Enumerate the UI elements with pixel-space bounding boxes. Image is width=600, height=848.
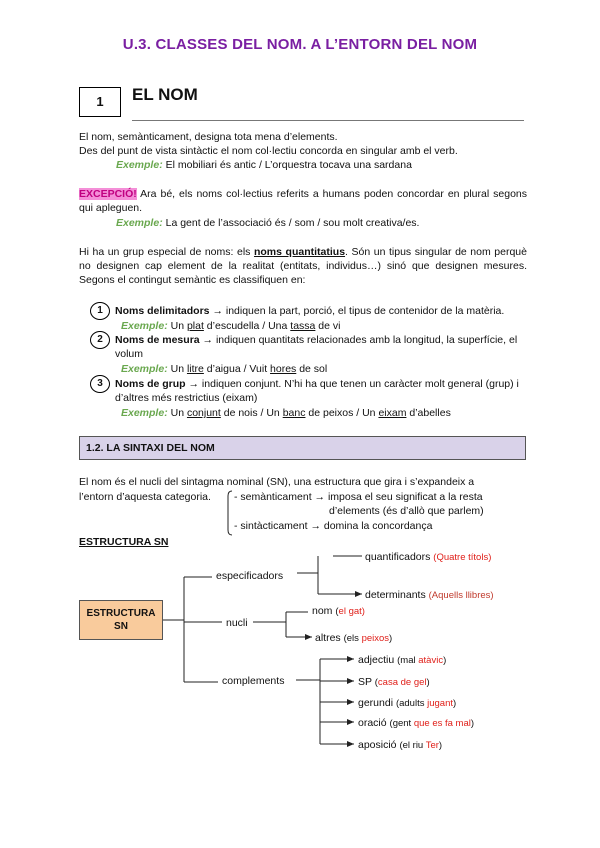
ex-part: ) (443, 655, 447, 666)
ex-part: el (338, 606, 346, 617)
exception-text: Ara bé, els noms col·lectius referits a humans poden concordar en plural segons qui apleguen. (79, 188, 527, 214)
ex-underlined: conjunt (186, 407, 221, 419)
ex-part: ) (453, 698, 457, 709)
ex-part: ) (389, 633, 393, 644)
node-label: aposició (358, 739, 397, 751)
ex-part: que es fa mal (413, 718, 471, 729)
arrow-head (347, 741, 354, 747)
item-term: Noms de mesura (115, 334, 200, 346)
arrow-head (305, 634, 312, 640)
node-quantificadors (365, 550, 491, 565)
node-example (390, 718, 475, 729)
syntactic-line: - sintàcticament → domina la concordança (234, 520, 433, 532)
ex-part: (mal (397, 655, 419, 666)
ex-underlined: plat (186, 320, 204, 332)
arrow-head (347, 719, 354, 725)
ex-text: de sol (296, 363, 328, 375)
node-especificadors: especificadors (216, 570, 284, 582)
syntax-intro-1: El nom és el nucli del sintagma nominal (SN), una estructura que gira i s’expandeix a (79, 476, 475, 488)
node-complements: complements (222, 675, 285, 687)
structure-label: ESTRUCTURA SN (79, 536, 169, 548)
node-determinants (365, 588, 494, 603)
node-altres (315, 631, 392, 646)
node-nom (312, 604, 365, 619)
ex-part: casa de gel (377, 677, 427, 688)
ex-text: de peixos / Un (305, 407, 379, 419)
ex-part: ( (374, 677, 378, 688)
ex-underlined: tassa (290, 320, 316, 332)
item-term: Noms de grup (115, 378, 186, 390)
page-title: U.3. CLASSES DEL NOM. A L’ENTORN DEL NOM (122, 36, 478, 53)
ex-part: atàvic (418, 655, 444, 666)
semantic-line-2: d’elements (és d’allò que parlem) (329, 505, 484, 517)
node-example: (Quatre títols) (433, 552, 492, 563)
structure-box: ESTRUCTURA SN (79, 600, 163, 640)
definition-line-2: Des del punt de vista sintàctic el nom col·lectiu concorda en singular amb el verb. (79, 145, 458, 157)
node-sp (358, 675, 430, 690)
ex-text: Un (167, 320, 187, 332)
ex-part: ) (470, 718, 475, 729)
example-label: Exemple: (121, 320, 168, 332)
exception-label: EXCEPCIÓ! (79, 188, 137, 200)
ex-text: d’escudella / Una (203, 320, 291, 332)
node-oracio (358, 716, 474, 731)
node-label: quantificadors (365, 551, 431, 563)
ex-text: de nois / Un (220, 407, 283, 419)
brace-line (228, 491, 232, 535)
node-example (335, 606, 365, 617)
example-text: El mobiliari és antic / L’orquestra tocava una sardana (162, 159, 412, 171)
quant-term: noms quantitatius (253, 246, 346, 258)
item-desc: → indiquen la part, porció, el tipus de contenidor de la matèria. (209, 305, 505, 317)
example-text: La gent de l’associació és / som / sou molt creativa/es. (162, 217, 420, 229)
node-label: gerundi (358, 697, 394, 709)
node-label: determinants (365, 589, 426, 601)
ex-text: Un (167, 363, 187, 375)
ex-text: Un (167, 407, 187, 419)
ex-part: ) (438, 740, 443, 751)
node-example (396, 698, 456, 709)
subsection-heading: 1.2. LA SINTAXI DEL NOM (79, 436, 526, 460)
section-number-box: 1 (79, 87, 121, 117)
arrow-head (347, 656, 354, 662)
arrow-head (347, 678, 354, 684)
ex-part: ( (335, 606, 339, 617)
ex-part: jugant (427, 698, 453, 709)
ex-part: peixos (361, 633, 390, 644)
ex-part: (el riu (399, 740, 426, 751)
node-label: SP (358, 676, 372, 688)
node-example (344, 633, 393, 644)
example-label: Exemple: (116, 217, 163, 229)
item-number-2: 2 (90, 331, 110, 349)
ex-text: d’aigua / Vuit (203, 363, 271, 375)
ex-underlined: banc (282, 407, 306, 419)
node-example (375, 677, 430, 688)
item-number-1: 1 (90, 302, 110, 320)
ex-text: de vi (315, 320, 341, 332)
ex-part: ) (426, 677, 430, 688)
node-label: nom (312, 605, 333, 617)
definition-line-1: El nom, semànticament, designa tota mena d’elements. (79, 131, 338, 143)
node-nucli: nucli (226, 617, 248, 629)
node-gerundi (358, 696, 456, 711)
node-example: (Aquells llibres) (428, 590, 494, 601)
example-label: Exemple: (121, 363, 168, 375)
node-adjectiu (358, 653, 446, 668)
item-desc: → indiquen conjunt. N’hi ha que tenen un caràcter molt general (grup) i d’altres més restrictius (eixam) (115, 378, 519, 404)
ex-text: d’abelles (406, 407, 451, 419)
arrow-head (355, 591, 362, 597)
arrow-head (347, 699, 354, 705)
ex-part: (els (343, 633, 362, 644)
ex-part: (gent (389, 718, 414, 729)
node-label: oració (358, 717, 387, 729)
node-label: altres (315, 632, 341, 644)
node-example (399, 740, 442, 751)
ex-part: gat) (345, 606, 365, 617)
syntax-intro-2: l’entorn d’aquesta categoria. (79, 491, 211, 503)
node-aposicio (358, 738, 442, 753)
item-term: Noms delimitadors (115, 305, 210, 317)
item-desc: → indiquen quantitats relacionades amb la longitud, la superfície, el volum (115, 334, 518, 360)
quant-pre: Hi ha un grup especial de noms: els (79, 246, 254, 258)
ex-part: (adults (395, 698, 428, 709)
semantic-line-1: - semànticament → imposa el seu significat a la resta (234, 491, 483, 503)
ex-underlined: eixam (378, 407, 407, 419)
item-number-3: 3 (90, 375, 110, 393)
example-label: Exemple: (116, 159, 163, 171)
node-label: adjectiu (358, 654, 395, 666)
ex-underlined: litre (186, 363, 204, 375)
section-heading: EL NOM (132, 85, 198, 104)
example-label: Exemple: (121, 407, 168, 419)
ex-part: Ter (425, 740, 439, 751)
ex-underlined: hores (270, 363, 297, 375)
quant-post: . Són un tipus singular de nom perquè no designen cap element de la realitat (entitats, individus…) sinó que designen mesures. Segons el contingut semàntic es classifiquen en: (79, 246, 527, 286)
node-example (397, 655, 446, 666)
